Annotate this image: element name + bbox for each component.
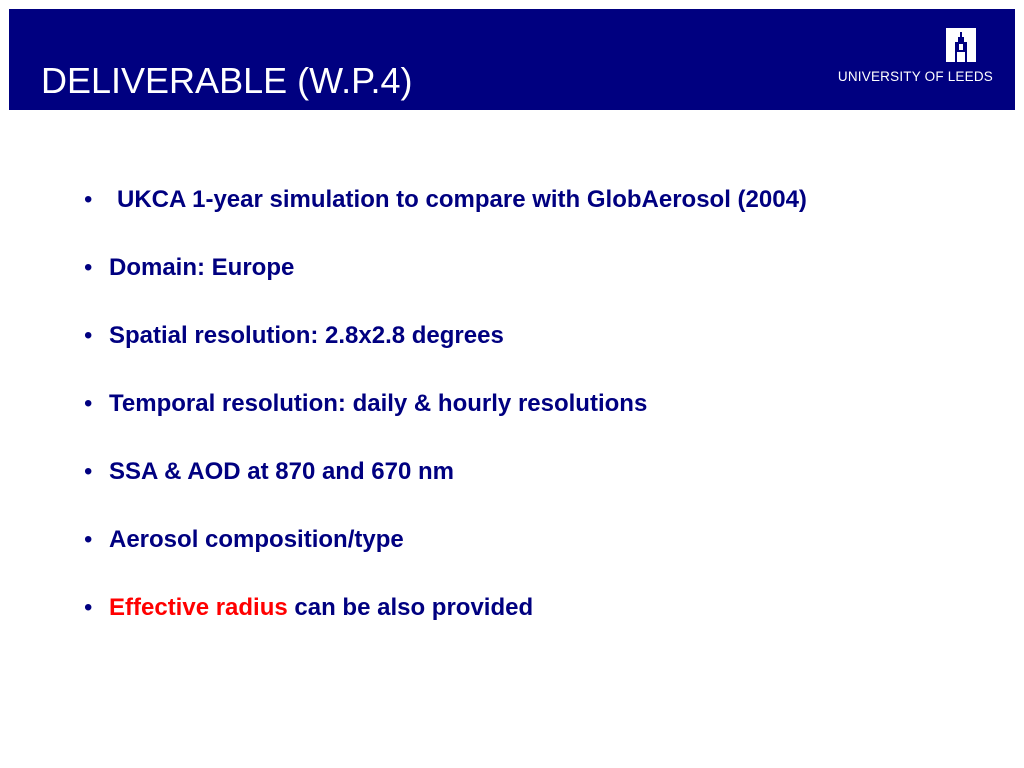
bullet-marker: • xyxy=(84,526,93,553)
bullet-marker: • xyxy=(84,254,93,281)
list-item-text: SSA & AOD at 870 and 670 nm xyxy=(109,458,454,485)
list-item-text xyxy=(109,591,533,625)
page-title: DELIVERABLE (W.P.4) xyxy=(41,60,413,101)
university-logo xyxy=(813,28,993,88)
list-item-text: Aerosol composition/type xyxy=(109,526,404,553)
bullet-marker: • xyxy=(84,458,93,485)
bullet-marker: • xyxy=(84,390,93,417)
university-name: UNIVERSITY OF LEEDS xyxy=(837,69,993,84)
list-item-text: Spatial resolution: 2.8x2.8 degrees xyxy=(109,322,504,349)
list-item-text: Domain: Europe xyxy=(109,254,295,281)
university-of-leeds-tower-icon xyxy=(946,28,976,62)
list-item-text-rest: can be also provided xyxy=(287,594,534,621)
header-bar xyxy=(9,9,1015,110)
highlighted-term: Effective radius xyxy=(109,594,288,621)
bullet-marker: • xyxy=(84,594,93,621)
list-item-text: UKCA 1-year simulation to compare with GlobAerosol (2004) xyxy=(117,186,807,213)
list-item-text: Temporal resolution: daily & hourly resolutions xyxy=(109,390,648,417)
bullet-marker: • xyxy=(84,322,93,349)
bullet-marker: • xyxy=(84,186,93,213)
